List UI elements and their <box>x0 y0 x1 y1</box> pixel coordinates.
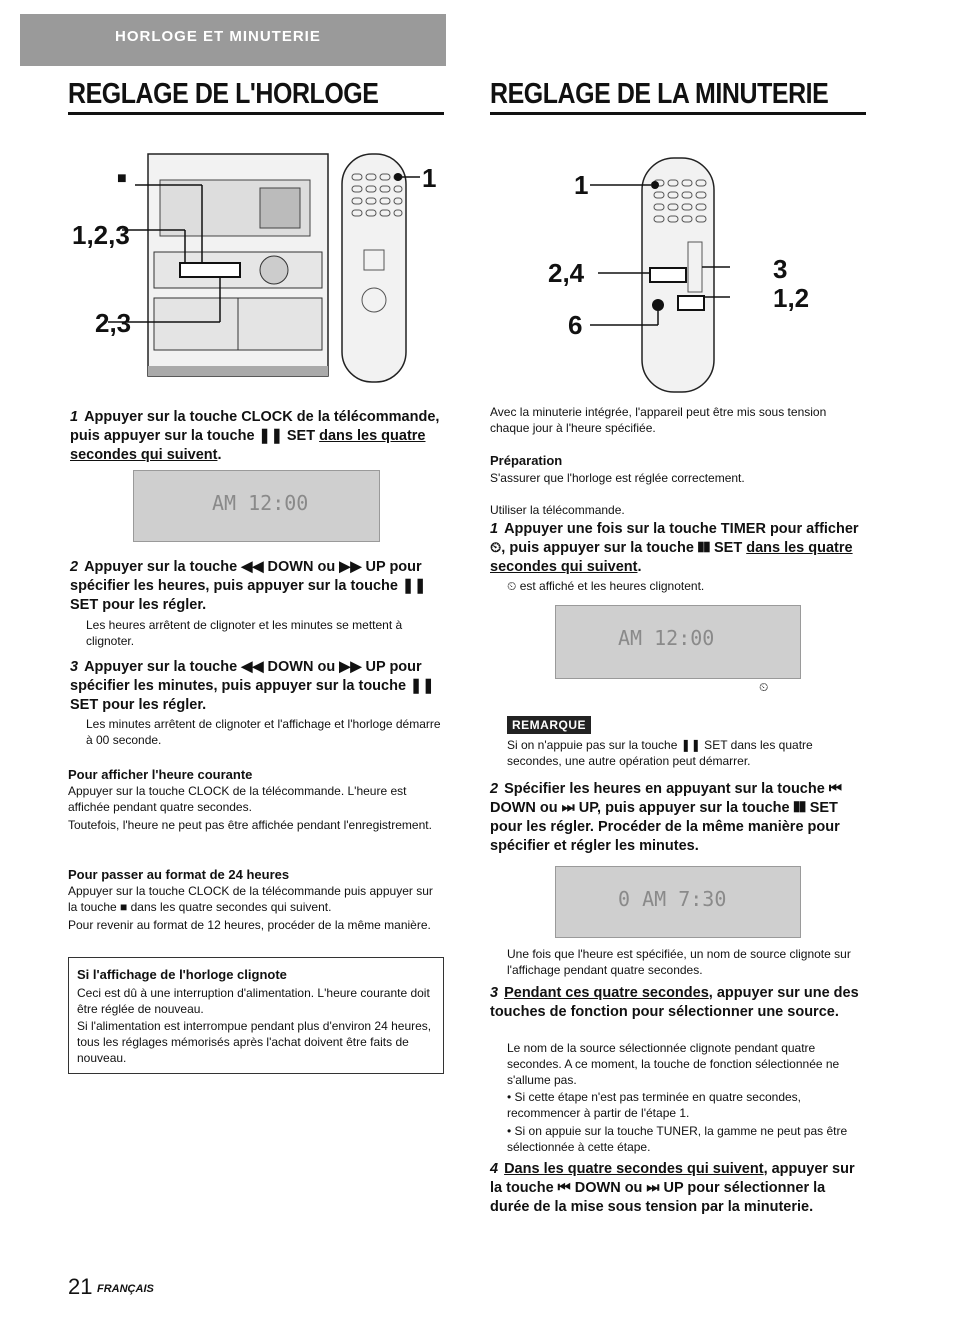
preparation-title: Préparation <box>490 453 563 468</box>
page-number: 21 <box>68 1274 93 1299</box>
callout-stop: ■ <box>117 170 127 187</box>
right-title: REGLAGE DE LA MINUTERIE <box>490 78 829 110</box>
timer-step-2: 2 Spécifier les heures en appuyant sur la touche ⏮ DOWN ou ⏭ UP, puis appuyer sur la touche ❚❚ SET pour les régler. Procéder de la même manière pour spécifier et régler les minutes. <box>490 781 842 854</box>
callout-2-3: 2,3 <box>95 308 132 338</box>
remarque-body: Si on n'appuie pas sur la touche ❚❚ SET dans les quatre secondes, une autre opération peut démarrer. <box>507 738 813 768</box>
callout-1-2-3: 1,2,3 <box>72 220 130 250</box>
clock-step-3: 3 Appuyer sur la touche ◀◀ DOWN ou ▶▶ UP pour spécifier les minutes, puis appuyer sur la touche ❚❚ SET pour les régler. <box>70 659 435 713</box>
current-time-body-1: Appuyer sur la touche CLOCK de la télécommande. L'heure est affichée pendant quatre secondes. <box>68 784 407 814</box>
timer-display-1-text: AM 12:00 <box>618 626 715 650</box>
blinking-clock-body-1: Ceci est dû à une interruption d'alimentation. L'heure courante doit être réglée de nouveau. <box>77 986 430 1016</box>
timer-step-3: 3 Pendant ces quatre secondes, appuyer sur une des touches de fonction pour sélectionner une source. <box>490 985 859 1020</box>
timer-step-4: 4 Dans les quatre secondes qui suivent, appuyer sur la touche ⏮ DOWN ou ⏭ UP pour sélectionner la durée de la mise sous tension par la minuterie. <box>490 1161 855 1215</box>
right-title-rule <box>490 112 866 115</box>
timer-step-2-body: Une fois que l'heure est spécifiée, un nom de source clignote sur l'affichage pendant quatre secondes. <box>507 947 851 977</box>
timer-step-1: 1 Appuyer une fois sur la touche TIMER pour afficher ⏲, puis appuyer sur la touche ❚❚ SET dans les quatre secondes qui suivent. <box>490 521 859 575</box>
language-label: FRANÇAIS <box>97 1283 154 1295</box>
blinking-clock-box <box>68 957 444 1074</box>
timer-intro: Avec la minuterie intégrée, l'appareil peut être mis sous tension chaque jour à l'heure spécifiée. <box>490 405 827 435</box>
blinking-clock-title: Si l'affichage de l'horloge clignote <box>77 967 287 982</box>
clock-display-1-text: AM 12:00 <box>212 491 309 515</box>
timer-display-2 <box>555 866 801 938</box>
timer-display-2-text: 0 AM 7:30 <box>618 887 727 911</box>
format-24h-title: Pour passer au format de 24 heures <box>68 867 290 882</box>
left-title: REGLAGE DE L'HORLOGE <box>68 78 379 110</box>
banner-text: HORLOGE ET MINUTERIE <box>115 28 321 45</box>
clock-step-1: 1 Appuyer sur la touche CLOCK de la télécommande, puis appuyer sur la touche ❚❚ SET dans les quatre secondes qui suivent. <box>70 409 440 463</box>
timer-step-3-body: Le nom de la source sélectionnée clignote pendant quatre secondes. A ce moment, la touche de fonction sélectionnée ne s'allume pas. <box>507 1041 840 1087</box>
callout-timer-6: 6 <box>568 310 583 340</box>
callout-timer-1: 1 <box>574 170 589 200</box>
use-remote: Utiliser la télécommande. <box>490 503 625 517</box>
left-title-rule <box>68 112 444 115</box>
callout-timer-1-2: 1,2 <box>773 283 810 313</box>
callout-timer-3: 3 <box>773 254 788 284</box>
callout-1: 1 <box>422 163 437 193</box>
clock-display-1 <box>133 470 380 542</box>
current-time-body-2: Toutefois, l'heure ne peut pas être affichée pendant l'enregistrement. <box>68 818 432 832</box>
remarque-label: REMARQUE <box>507 716 591 734</box>
current-time-title: Pour afficher l'heure courante <box>68 767 253 782</box>
clock-step-3-body: Les minutes arrêtent de clignoter et l'affichage et l'horloge démarre à 00 seconde. <box>86 717 441 747</box>
preparation-body: S'assurer que l'horloge est réglée correctement. <box>490 471 745 485</box>
section-banner <box>20 14 446 66</box>
timer-symbol: ⏲ <box>759 680 769 694</box>
blinking-clock-body-2: Si l'alimentation est interrompue pendant plus d'environ 24 heures, tous les réglages mémorisés après l'achat doivent être faits de nouveau. <box>77 1019 432 1065</box>
timer-step-3-bullet-2: • Si on appuie sur la touche TUNER, la gamme ne peut pas être sélectionnée à cette étape. <box>507 1124 848 1154</box>
format-24h-body-2: Pour revenir au format de 12 heures, procéder de la même manière. <box>68 918 431 932</box>
clock-step-2-body: Les heures arrêtent de clignoter et les minutes se mettent à clignoter. <box>86 618 403 648</box>
format-24h-body-1: Appuyer sur la touche CLOCK de la télécommande puis appuyer sur la touche ■ dans les quatre secondes qui suivent. <box>68 884 433 914</box>
timer-step-1-body: ⏲ est affiché et les heures clignotent. <box>507 579 705 593</box>
clock-step-2: 2 Appuyer sur la touche ◀◀ DOWN ou ▶▶ UP pour spécifier les heures, puis appuyer sur la touche ❚❚ SET pour les régler. <box>70 559 427 613</box>
timer-step-3-bullet-1: • Si cette étape n'est pas terminée en quatre secondes, recommencer à partir de l'étape 1. <box>507 1090 802 1120</box>
callout-timer-2-4: 2,4 <box>548 258 585 288</box>
timer-display-1 <box>555 605 801 679</box>
